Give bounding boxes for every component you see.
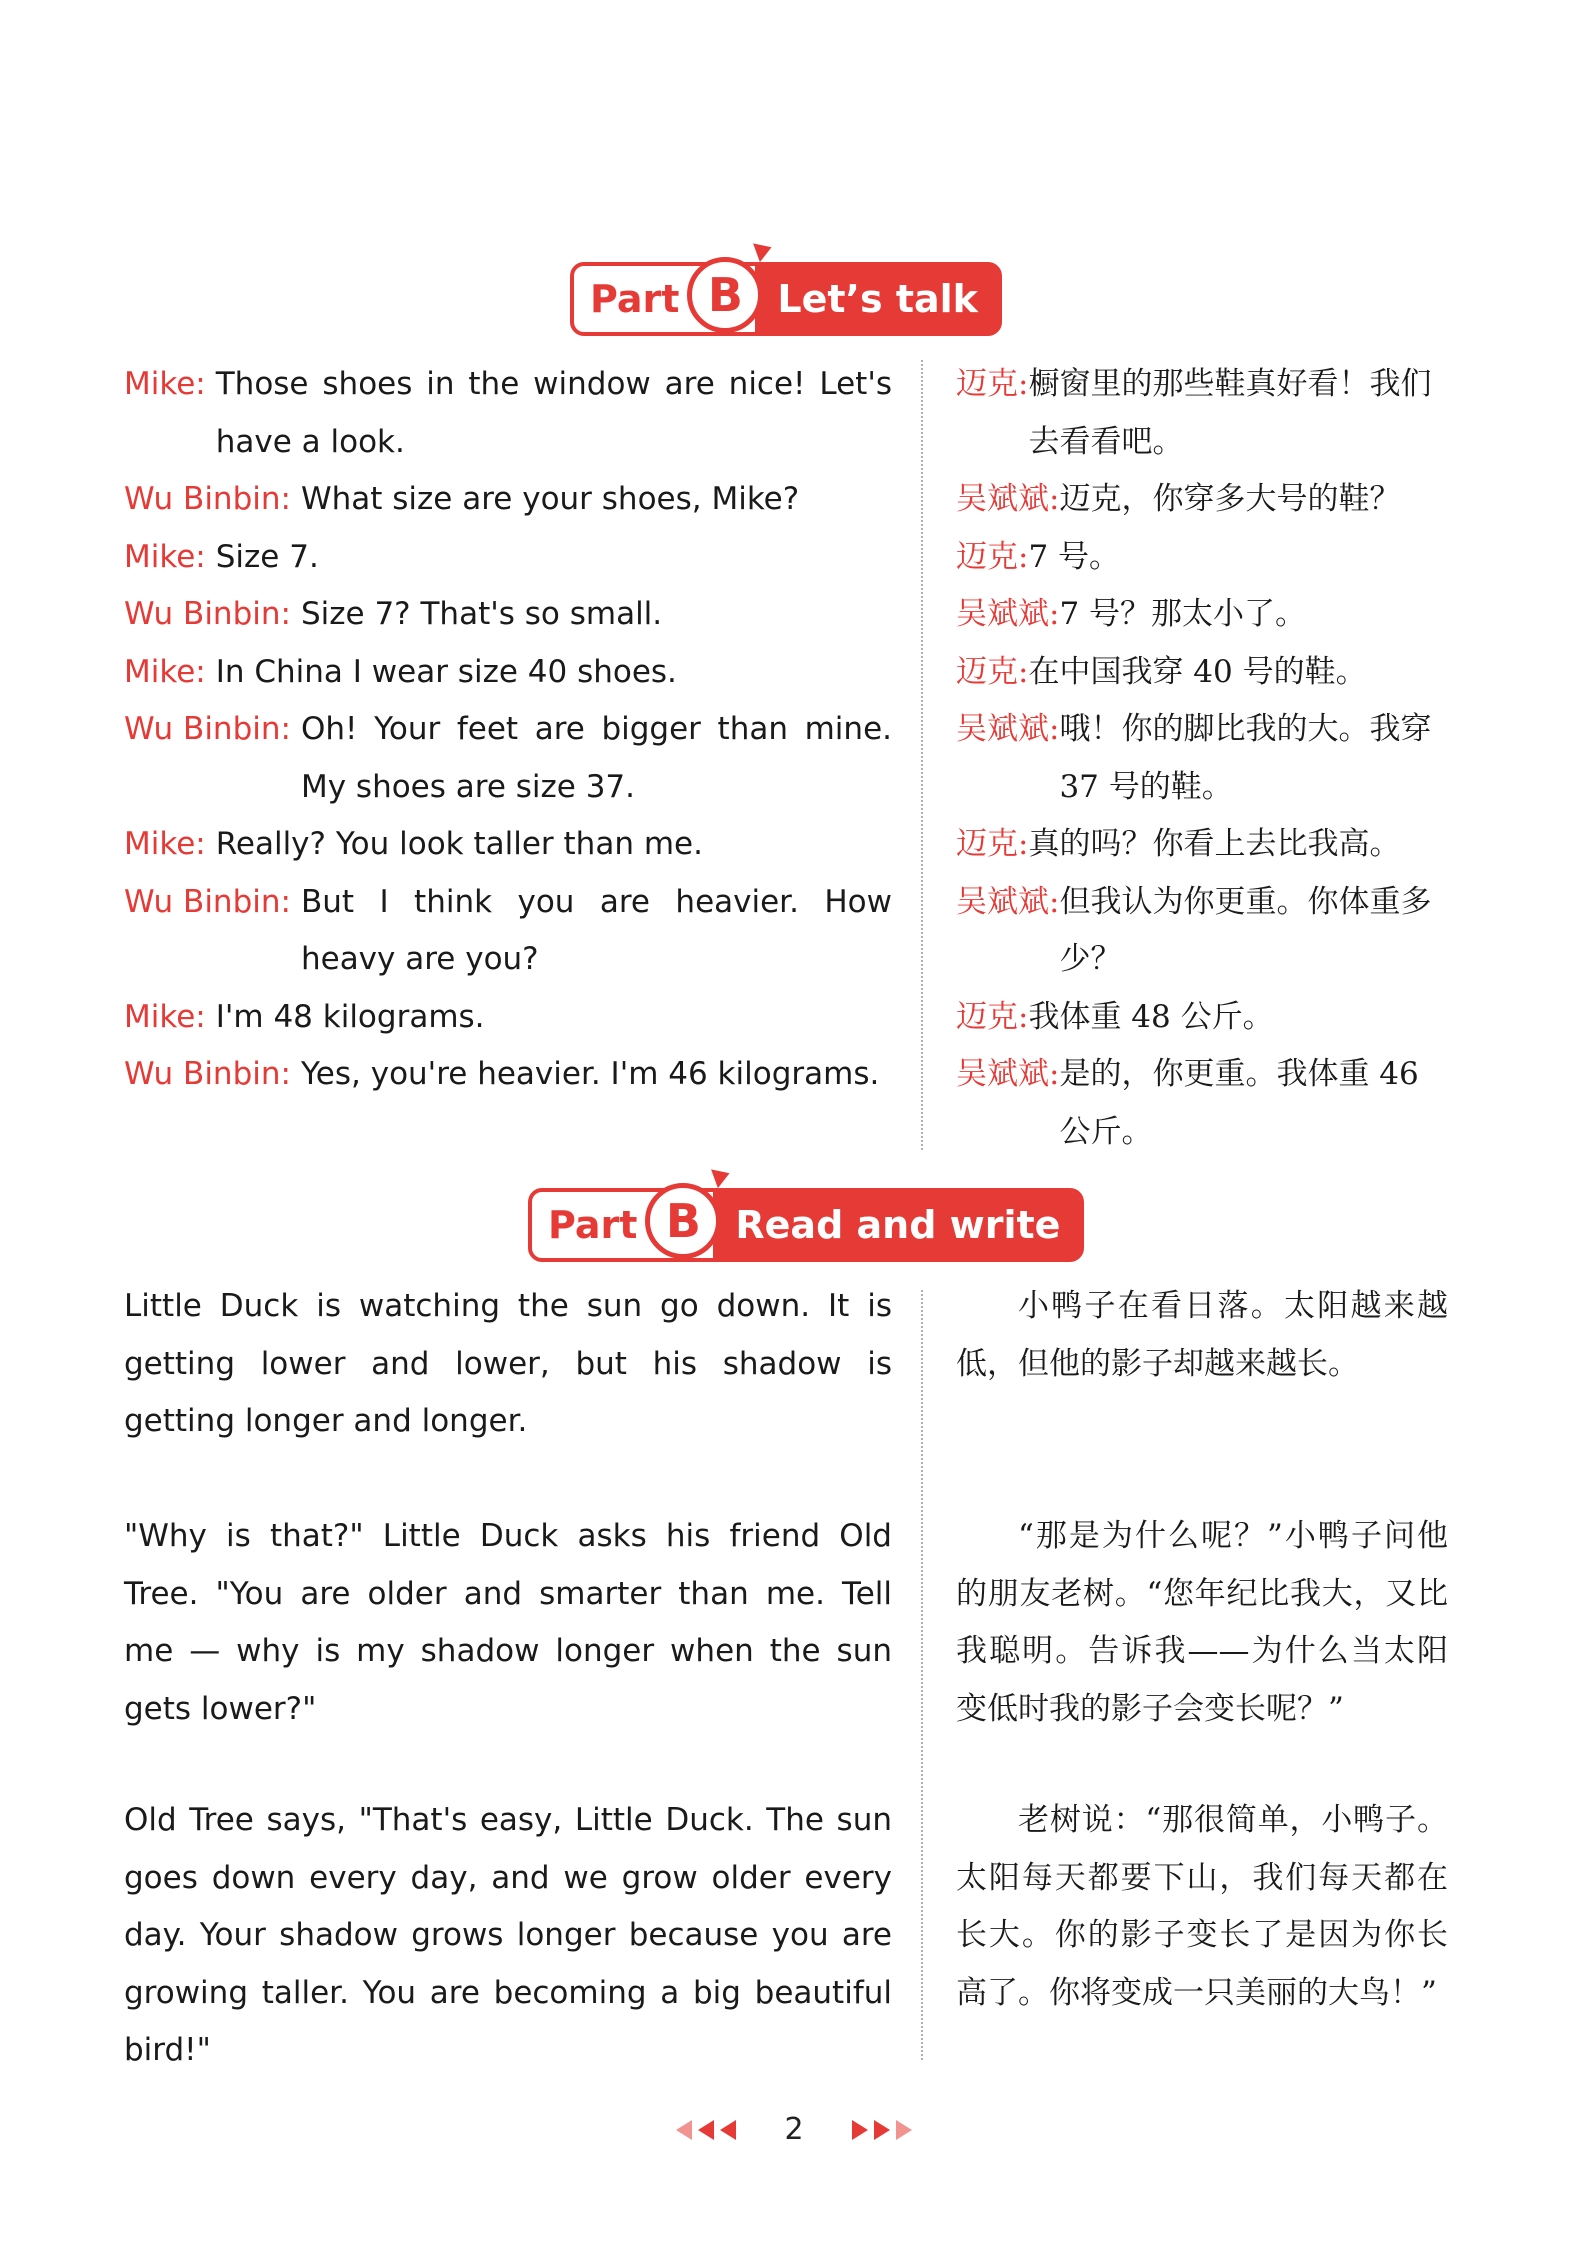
dialog-text: 是的，你更重。我体重 46 公斤。 [1059, 1056, 1419, 1150]
previous-page-arrows[interactable] [676, 2120, 736, 2140]
dialog-chinese [956, 356, 1448, 1161]
dialog-line [956, 701, 1448, 816]
story-paragraph-cn: “那是为什么呢？”小鸭子问他的朋友老树。“您年纪比我大，又比我聪明。告诉我——为什么当太阳变低时我的影子会变长呢？” [956, 1518, 1448, 1727]
dialog-text: 真的吗？你看上去比我高。 [1028, 826, 1401, 862]
dialog-text: 迈克，你穿多大号的鞋？ [1059, 481, 1401, 517]
banner-letter: B [665, 1194, 701, 1248]
speaker-name: 迈克: [956, 366, 1029, 402]
speaker-name: 迈克: [956, 998, 1029, 1035]
dialog-line [124, 816, 892, 874]
speaker-name: 吴斌斌: [956, 596, 1060, 632]
dialog-text: I'm 48 kilograms. [215, 998, 485, 1035]
banner-part-label: Part [548, 1203, 638, 1247]
section-banner-read-and-write [528, 1188, 1084, 1262]
dialog-text: Size 7. [215, 538, 319, 575]
dialog-line [124, 1046, 892, 1104]
page-footer [0, 2112, 1588, 2147]
dialog-text: In China I wear size 40 shoes. [215, 653, 677, 690]
dialog-text: Really? You look taller than me. [215, 826, 703, 862]
dialog-text: 哦！你的脚比我的大。我穿 37 号的鞋。 [1059, 711, 1432, 805]
column-divider [921, 360, 923, 1150]
dialog-line [956, 644, 1448, 702]
banner-title: Read and write [713, 1192, 1080, 1258]
banner-letter-badge [687, 257, 763, 333]
banner-part-label: Part [590, 277, 680, 321]
speaker-name: Mike: [124, 653, 206, 690]
dialog-line [956, 586, 1448, 644]
dialog-line [124, 529, 892, 587]
speaker-name: 吴斌斌: [956, 883, 1060, 920]
story-paragraph-en: "Why is that?" Little Duck asks his friend Old Tree. "You are older and smarter than me. Tell me — why is my shadow longer when the sun gets lower?" [124, 1518, 892, 1727]
speaker-name: 吴斌斌: [956, 1056, 1060, 1092]
speaker-name: Wu Binbin: [124, 1056, 291, 1092]
page-number: 2 [784, 2112, 804, 2147]
arrow-right-icon [896, 2120, 912, 2140]
dialog-text: 橱窗里的那些鞋真好看！我们去看看吧。 [1028, 366, 1432, 460]
story-paragraph-cn: 老树说：“那很简单，小鸭子。太阳每天都要下山，我们每天都在长大。你的影子变长了是因为你长高了。你将变成一只美丽的大鸟！” [956, 1802, 1448, 2011]
speaker-name: Wu Binbin: [124, 596, 291, 632]
dialog-line [124, 644, 892, 702]
dialog-line [124, 989, 892, 1047]
dialog-text: 我体重 48 公斤。 [1028, 998, 1274, 1035]
speaker-name: 迈克: [956, 653, 1029, 690]
speaker-name: 吴斌斌: [956, 711, 1060, 747]
dialog-line [124, 701, 892, 816]
story-paragraph-cn: 小鸭子在看日落。太阳越来越低，但他的影子却越来越长。 [956, 1288, 1448, 1382]
banner-letter: B [707, 268, 743, 322]
speaker-name: Mike: [124, 998, 206, 1035]
story-paragraph-en: Little Duck is watching the sun go down. It is getting lower and lower, but his shadow is getting longer and longer. [124, 1288, 892, 1439]
dialog-line [124, 356, 892, 471]
dialog-line [956, 1046, 1448, 1161]
dialog-line [956, 529, 1448, 587]
arrow-right-icon [852, 2120, 868, 2140]
speaker-name: Wu Binbin: [124, 481, 291, 517]
speaker-name: Wu Binbin: [124, 711, 291, 747]
dialog-text: 在中国我穿 40 号的鞋。 [1028, 653, 1367, 690]
dialog-line [956, 356, 1448, 471]
arrow-icon [711, 1164, 733, 1188]
arrow-icon [753, 238, 775, 262]
next-page-arrows[interactable] [852, 2120, 912, 2140]
speaker-name: Mike: [124, 366, 206, 402]
speaker-name: 迈克: [956, 538, 1029, 575]
dialog-line [124, 471, 892, 529]
dialog-text: Oh! Your feet are bigger than mine. My shoes are size 37. [300, 711, 892, 805]
dialog-text: But I think you are heavier. How heavy are you? [300, 883, 892, 977]
arrow-left-icon [698, 2120, 714, 2140]
dialog-line [956, 471, 1448, 529]
banner-title: Let’s talk [755, 266, 998, 332]
column-divider [921, 1290, 923, 2060]
dialog-text: 但我认为你更重。你体重多少？ [1059, 883, 1432, 977]
story-paragraph-en: Old Tree says, "That's easy, Little Duck. The sun goes down every day, and we grow older every day. Your shadow grows longer because you are growing taller. You are becoming a big beautiful bird!" [124, 1802, 892, 2068]
speaker-name: 迈克: [956, 826, 1029, 862]
arrow-right-icon [874, 2120, 890, 2140]
speaker-name: Mike: [124, 538, 206, 575]
dialog-text: 7 号？那太小了。 [1059, 596, 1307, 632]
dialog-text: 7 号。 [1028, 538, 1121, 575]
dialog-line [124, 586, 892, 644]
arrow-left-icon [676, 2120, 692, 2140]
dialog-line [124, 874, 892, 989]
dialog-text: Yes, you're heavier. I'm 46 kilograms. [300, 1056, 880, 1092]
dialog-text: What size are your shoes, Mike? [300, 481, 800, 517]
dialog-line [956, 989, 1448, 1047]
dialog-english [124, 356, 892, 1104]
dialog-line [956, 874, 1448, 989]
speaker-name: Mike: [124, 826, 206, 862]
dialog-line [956, 816, 1448, 874]
speaker-name: Wu Binbin: [124, 883, 291, 920]
dialog-text: Size 7? That's so small. [300, 596, 663, 632]
banner-letter-badge [645, 1183, 721, 1259]
dialog-text: Those shoes in the window are nice! Let's have a look. [215, 366, 892, 460]
arrow-left-icon [720, 2120, 736, 2140]
section-banner-lets-talk [570, 262, 1002, 336]
speaker-name: 吴斌斌: [956, 481, 1060, 517]
